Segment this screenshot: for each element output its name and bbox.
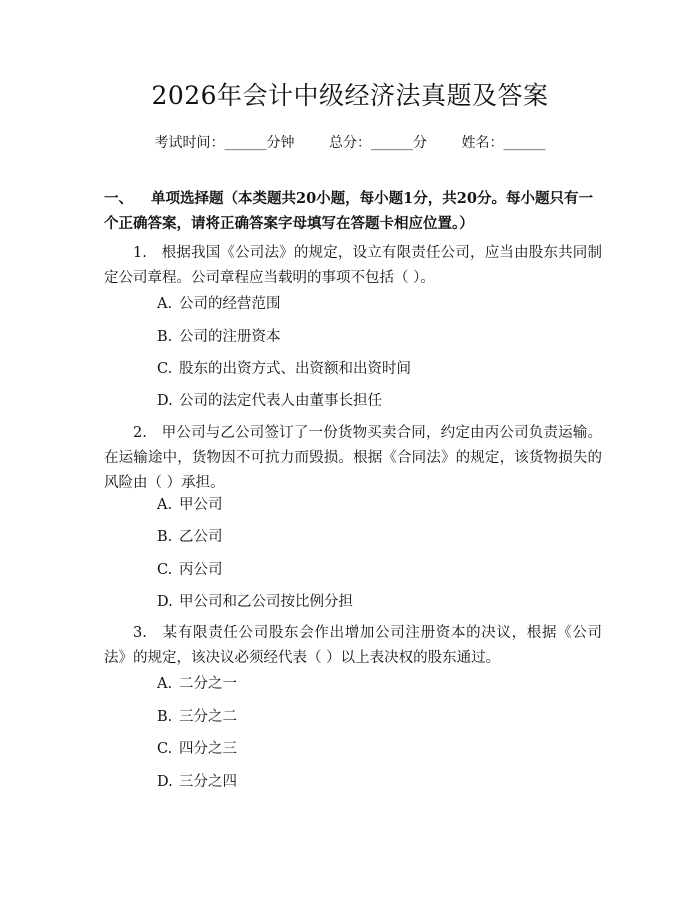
- option-text: 丙公司: [179, 562, 223, 578]
- option-letter: D.: [157, 774, 173, 790]
- option-text: 公司的经营范围: [179, 296, 281, 312]
- option-letter: A.: [157, 676, 173, 692]
- question-3-option-c: [157, 738, 237, 760]
- section-number: 一、: [104, 190, 133, 207]
- page-title: 2026年会计中级经济法真题及答案: [151, 81, 549, 110]
- option-letter: A.: [157, 296, 173, 312]
- option-letter: D.: [157, 393, 173, 409]
- question-3-option-a: [157, 673, 237, 695]
- question-1: 1. 根据我国《公司法》的规定，设立有限责任公司，应当由股东共同制定公司章程。公司章程应当载明的事项不包括（ ）。: [104, 245, 602, 286]
- option-text: 乙公司: [179, 529, 223, 545]
- option-text: 二分之一: [179, 676, 237, 692]
- question-2: 2. 甲公司与乙公司签订了一份货物买卖合同，约定由丙公司负责运输。在运输途中，货物因不可抗力而毁损。根据《合同法》的规定，该货物损失的风险由（ ）承担。: [104, 425, 602, 491]
- option-letter: C.: [157, 741, 173, 757]
- option-letter: B.: [157, 709, 173, 725]
- option-text: 四分之三: [179, 741, 237, 757]
- question-2-option-c: [157, 559, 223, 581]
- option-letter: B.: [157, 529, 173, 545]
- question-2-option-b: [157, 526, 223, 548]
- question-2-option-a: [157, 494, 223, 516]
- option-text: 甲公司和乙公司按比例分担: [179, 594, 353, 610]
- option-text: 三分之二: [179, 709, 237, 725]
- exam-time-field: 考试时间：______分钟: [154, 135, 295, 151]
- option-text: 三分之四: [179, 774, 237, 790]
- question-3-option-d: [157, 771, 237, 793]
- option-letter: D.: [157, 594, 173, 610]
- section-heading-text: 单项选择题（本类题共20小题，每小题1分，共20分。每小题只有一个正确答案，请将正确答案字母填写在答题卡相应位置。）: [104, 190, 593, 232]
- question-1-option-a: [157, 293, 281, 315]
- option-text: 公司的法定代表人由董事长担任: [179, 393, 382, 409]
- option-letter: B.: [157, 329, 173, 345]
- question-3-option-b: [157, 706, 237, 728]
- option-text: 股东的出资方式、出资额和出资时间: [179, 361, 411, 377]
- question-3: 3. 某有限责任公司股东会作出增加公司注册资本的决议，根据《公司法》的规定，该决议必须经代表（ ）以上表决权的股东通过。: [104, 625, 602, 666]
- option-letter: C.: [157, 361, 173, 377]
- question-1-option-c: [157, 358, 411, 380]
- option-letter: C.: [157, 562, 173, 578]
- student-name-field: 姓名：______: [461, 135, 546, 151]
- option-letter: A.: [157, 497, 173, 513]
- question-1-option-b: [157, 326, 281, 348]
- option-text: 甲公司: [179, 497, 223, 513]
- section-heading: [104, 186, 602, 236]
- option-text: 公司的注册资本: [179, 329, 281, 345]
- exam-info: [0, 132, 700, 154]
- total-score-field: 总分：______分: [329, 135, 427, 151]
- question-1-option-d: [157, 390, 382, 412]
- question-2-option-d: [157, 591, 353, 613]
